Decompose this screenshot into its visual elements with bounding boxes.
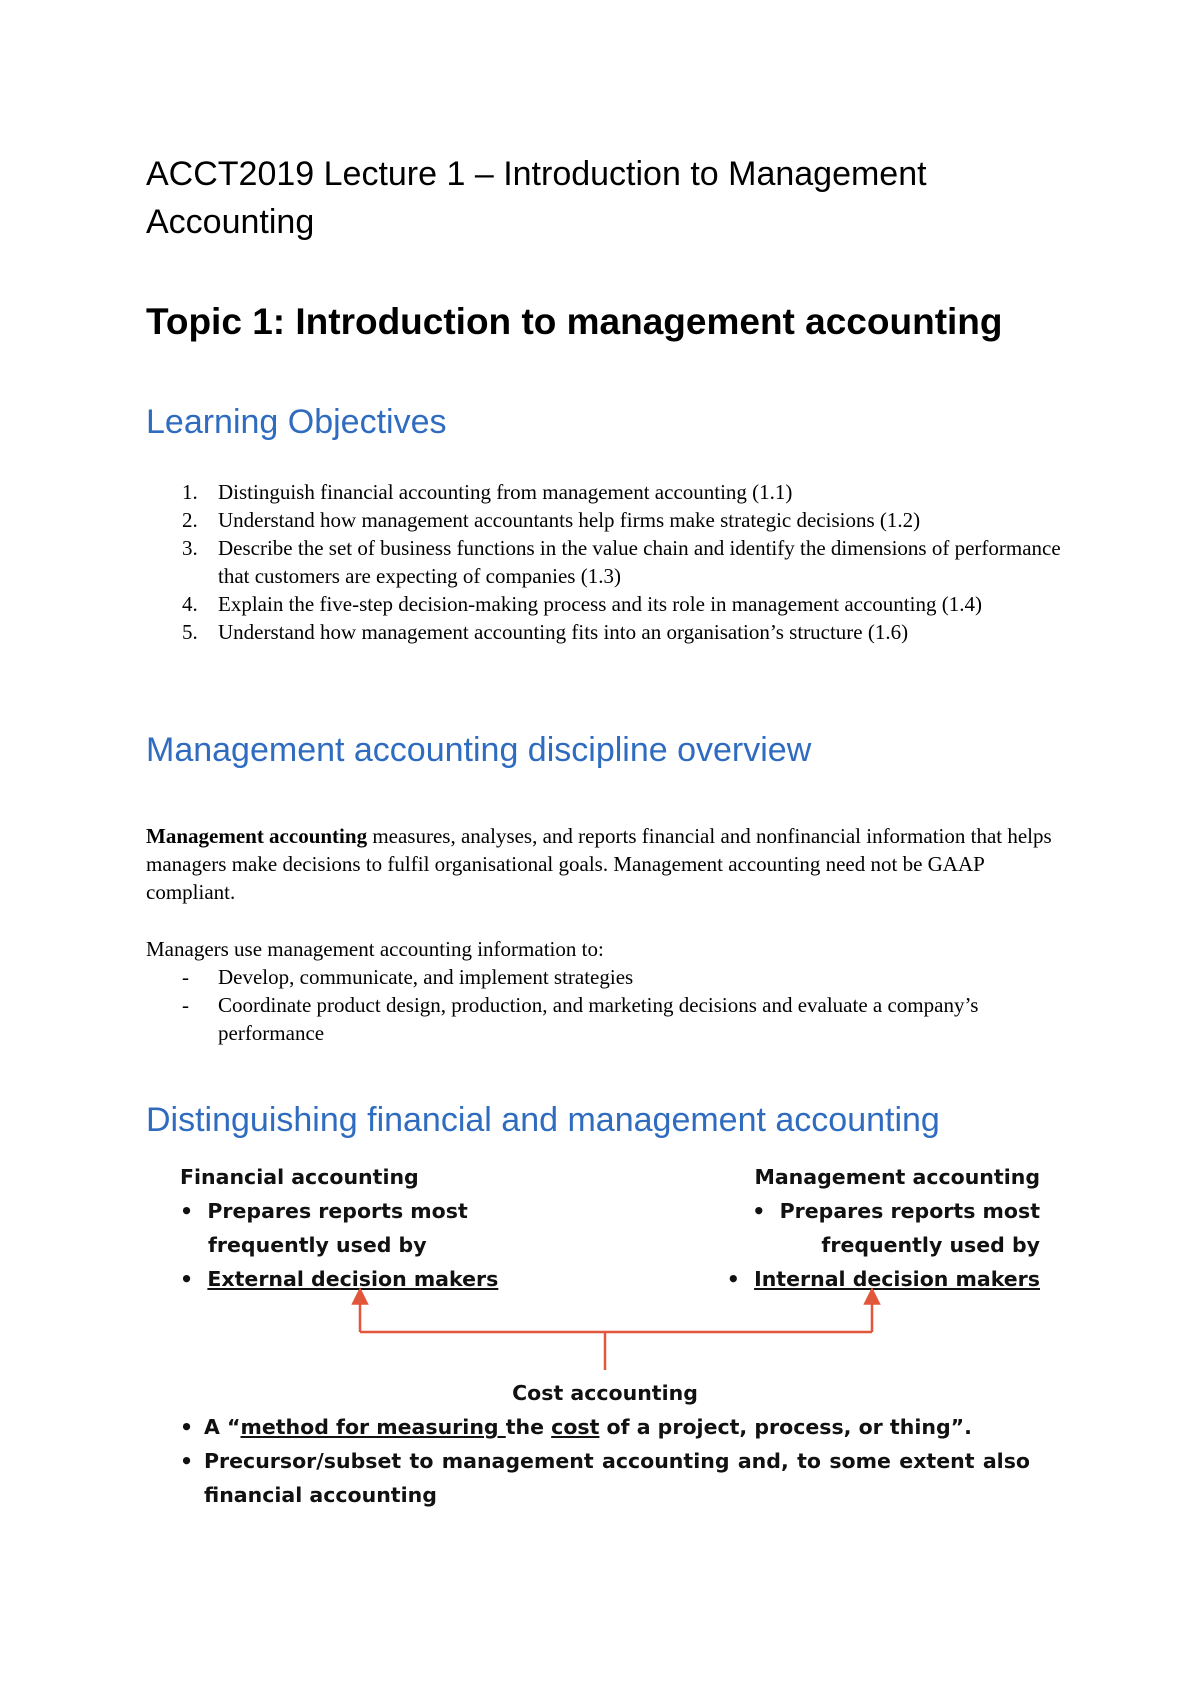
overview-heading: Management accounting discipline overview: [146, 731, 812, 769]
uses-intro: Managers use management accounting information to:: [146, 937, 604, 961]
list-number: 4.: [182, 592, 198, 616]
management-line-2: frequently used by: [821, 1233, 1040, 1257]
list-number: 5.: [182, 620, 198, 644]
cost-b1-prefix: A “: [204, 1415, 241, 1439]
list-item-text: Understand how management accountants help firms make strategic decisions (1.2): [218, 508, 921, 532]
financial-accounting-title: Financial accounting: [180, 1165, 419, 1189]
learning-objectives-heading: Learning Objectives: [146, 403, 447, 441]
cost-b1-underlined-1: method for measuring: [240, 1415, 506, 1439]
financial-users: External decision makers: [207, 1267, 499, 1291]
financial-line-2: frequently used by: [208, 1233, 427, 1257]
list-item-text: Distinguish financial accounting from management accounting (1.1): [218, 480, 793, 504]
overview-definition: measures, analyses, and reports financial and nonfinancial information that helps managers make decisions to fulfil organisational goals. Management accounting need not be GAAP compliant.: [146, 824, 1052, 904]
cost-accounting-title: Cost accounting: [512, 1381, 698, 1405]
bullet-icon: •: [180, 1449, 194, 1473]
list-item-text: Describe the set of business functions in the value chain and identify the dimensions of performance that customers are expecting of companies (1.3): [218, 536, 1061, 588]
list-item-text: Develop, communicate, and implement strategies: [218, 965, 634, 989]
list-item-text: Explain the five-step decision-making process and its role in management accounting (1.4): [218, 592, 982, 616]
topic-heading: Topic 1: Introduction to management accounting: [146, 301, 1003, 342]
cost-b1-suffix: of a project, process, or thing”.: [599, 1415, 972, 1439]
list-number: 2.: [182, 508, 198, 532]
cost-b1-mid: the: [505, 1415, 552, 1439]
dash-marker: -: [182, 993, 189, 1017]
bullet-icon: •: [752, 1199, 766, 1223]
financial-line-1: Prepares reports most: [207, 1199, 468, 1223]
list-item-text: Understand how management accounting fits into an organisation’s structure (1.6): [218, 620, 909, 644]
bullet-icon: •: [180, 1267, 194, 1291]
management-users: Internal decision makers: [754, 1267, 1040, 1291]
dash-marker: -: [182, 965, 189, 989]
list-number: 3.: [182, 536, 198, 560]
management-line-1: Prepares reports most: [779, 1199, 1040, 1223]
cost-bullet-2: [180, 1444, 1030, 1512]
list-item-text: Coordinate product design, production, and marketing decisions and evaluate a company’s performance: [218, 993, 979, 1045]
document-title: ACCT2019 Lecture 1 – Introduction to Management Accounting: [146, 155, 927, 241]
distinguishing-heading: Distinguishing financial and management accounting: [146, 1101, 940, 1139]
cost-bullet-1: [180, 1410, 1030, 1444]
list-number: 1.: [182, 480, 198, 504]
management-accounting-title: Management accounting: [754, 1165, 1040, 1189]
overview-term: Management accounting: [146, 824, 368, 848]
bullet-icon: •: [180, 1199, 194, 1223]
cost-accounting-block: [180, 1376, 1030, 1512]
bullet-icon: •: [726, 1267, 740, 1291]
bullet-icon: •: [180, 1415, 194, 1439]
cost-b1-underlined-2: cost: [551, 1415, 600, 1439]
cost-b2-line-2: financial accounting: [204, 1483, 437, 1507]
cost-b2-line-1: Precursor/subset to management accounting and, to some extent also: [204, 1449, 1030, 1473]
